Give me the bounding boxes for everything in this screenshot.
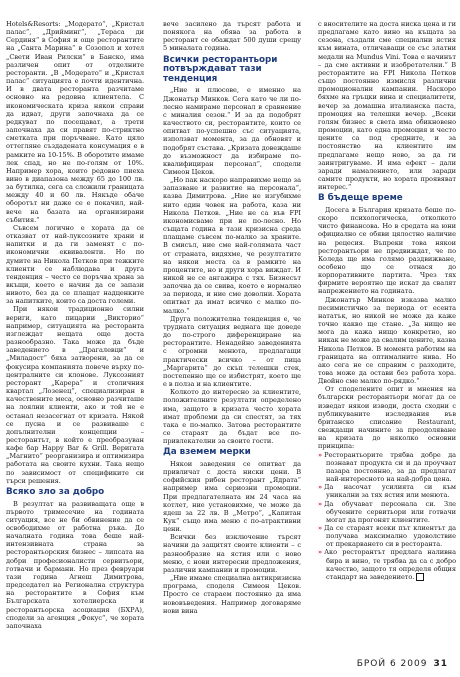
paragraph: Някои заведения се опитват да привличат с доста ниски цени. В софийския рибен ресторант „Ядрата“ например има сериозни промоции. При предлагателната им 24 часа на котлет, ние установихме, че може да ядеш за 22 лв. В „Метро“, „Капитан Кук“ също има меню с по-атрактивни цени. (163, 459, 301, 534)
page-number: 31 (433, 659, 448, 669)
paragraph: Всички без изключение търсят начини да защитят своите клиенти – с разнообразие на ястия или с ново меню, с нови интересни предложения, различни кампании и промоции. (163, 533, 301, 574)
page-footer (357, 659, 448, 669)
article-column-3 (318, 20, 456, 652)
list-item (318, 500, 456, 524)
list-item (318, 524, 456, 548)
end-of-article-icon (416, 573, 424, 581)
paragraph: От споделените опит и мнения на български ресторантьори могат да се изведат някои изводи, доста сходни с публикуваните изследвания във британско списание Restaurant, свеждащи начините за преодоляване на кризата до няколко основни принципа: (318, 385, 456, 451)
section-heading: Да вземем мерки (163, 447, 251, 458)
magazine-issue: БРОЙ 6 2009 (356, 659, 428, 669)
paragraph: „Но пак наскоро направихме нещо за запазване и развитие на персонала“, казва Димитрова. „Ние не изгубихме нито един човек на работа, каза ни Никола Петков. „Ние не са във FPI икономисваме при не по-лесно. Но същата година в тази кризисна среда плащаме съвсем по-малко за храните. В смисъл, ние сме най-голямата част от страната, видяхме, че резултатите на някои места са в рамките на процентите, но и други хора виждат. И никой не се ангажира с тях. Бизнесът започна да се свива, което е нормално за периода, и ние сме доволни. Хората опитват да имат всичко с малко по-малко.“ (163, 176, 301, 315)
paragraph: В резултат на развиващата още в първото тримесечие на годината ситуация, все не би обвинение да се освободихме от работна ръка. До началната година това беше най-интензивната страна за ресторантьорския бизнес – липсата на добри професионалисти сервитьори, готвачи и бармани. Но през февруари тази година Агнеш Димитрова, председател на Регионална структура на ресторантите в София към Българската хотелиерска и ресторантьорска асоциация (БХРА), сподели за агенция „Фокус“, че хората започнаха (6, 499, 144, 630)
list-item-text: Ако ресторантът предлага наливна бира и вино, те трябва да са с добро качество, защото тя определя общия стандарт на заведението. (324, 548, 456, 581)
bullet-arrow-icon: » (318, 548, 323, 557)
paragraph: Hotels&Resorts: „Модерато“, „Кристал палас“, „Дрийминг“, „Тераса ди Сердиня“ в София и още ресторантите на „Санта Марина“ в Созопол и хотел „Свети Иван Рилски“ в Банско, има различен опит от отделните ресторанти. „В „Модерато“ и „Кристал палас“ ситуацията е почти идентична. И в двата ресторанта разчитаме основно на редовна клиентела. С икономическата криза някои справи да идват, други започнаха да се редкуват по посещават, а трети започнаха да си правят по-стриктно сметката при поръчване. Като цяло оттегляне създадената консумация е в рамките на 10-15%. В оборотите имаме лек спад, но не по-голям от 10%. Например хора, които редовно пиеха вино в диапазона между 65 до 100 лв. за бутилка, сега са сложили границата между 40 и 60 лв. Някъде обаче оборотът ни даже се е покачил, най-вече на базата на организирани събития.“ (6, 20, 144, 224)
section-heading: В бъдеще време (318, 193, 403, 204)
list-item-text: Да се стараят всеки път клиентът да получава максимално удоволствие от прекарването си в ресторанта. (324, 523, 456, 549)
list-item (318, 451, 456, 484)
principles-list (318, 451, 456, 582)
paragraph: Досега в България кризата беше по-скоро психологическа, отколкото чисто финансова. Но в средата на юни официално се обяви цялостно наличие на рецесия. Въпреки това някои ресторантьори не предвиждат, че по Коледа ще има голямо раздвижване, особено що се отнася до корпоративните партита. Чрез тях фирмите вероятно ще искат да свалят напрежението на годината. (318, 205, 456, 296)
bullet-arrow-icon: » (318, 523, 323, 532)
paragraph: Колкото до интересно за клиентите, положителните резултати определено има, защото в кризата често хората имат проблеми да си спестят, за тях така е по-малко. Затова ресторантите се стараят да бъдат все по-привлекателни за своите гости. (163, 388, 301, 446)
article-column-2 (163, 20, 301, 652)
paragraph: „Ние имаме специална антикризисна програма, споделя Симеон Цеков. Просто се стараем постоянно да има нововъведения. Например договаряме нови вина (163, 574, 301, 615)
bullet-arrow-icon: » (318, 499, 323, 508)
paragraph: Джонатър Минков изказва малко песимистично за периода от есента нататък, но никой не може да каже точно какво ще стане. „За нищо не мога да кажа нищо конкретно, но никак не може да свалим цените, казва Никола Петков. В момента работим на границата на оптималните нива. Но ако сега не се справим с разходите, това може да остави без работа хора. Двойно сме малко по-рядко.“ (318, 295, 456, 386)
section-heading: Всички ресторантьори потвърждават тази тенденция (163, 54, 278, 84)
article-column-1 (6, 20, 144, 652)
bullet-arrow-icon: » (318, 450, 323, 459)
paragraph: Съвсем логично е хората да се отказват от най-луксозните храни и напитки и да ги заменят с по-икономични еквиваленти. Но по думите на Никола Петков при тежките клиенти се наблюдава и друга тенденция – често се поръчва храна за вкъщи, което е начин да се запази нивото, без да се плащат надценките за напитките, които са доста големи. (6, 223, 144, 306)
list-item-text: Ресторантьорите трябва добре да познават продукта си и да проучват пазара постоянно, за да предлагат най-интересното на най-добра цена. (324, 450, 456, 484)
paragraph: с вносителите на доста ниска цена и ги предлагаме като вино на къщата за сезона, създали сме специални ястия към вината, отличаващи се със златни медали на Mundus Vini. Това е начинът – да сме активни и изобретателни.“ В ресторантите на FPI Никола Петков също постоянно измисля различни промоционални кампании. Наскоро бяхме на гръцки вина и специалитети, вечер за домашна италианска паста, промоция на телешки вечер. „Всеки голям бизнес в света има обикновено промоции, като една промоция и често цените са под средните, и за постоянство на клиентите им предлагаме нещо ново, за да ги заинтригуваме. И има ефект – дали заради намалението, или заради самите продукти, но хората проявяват интерес.“ (318, 20, 456, 192)
paragraph: „Ние и плюсове, е именно на Джонатър Минков. Сега като че ли по-лесно намираме персонал в сравнение с миналия сезон.“ И за да подобрят качеството си, ресторантите, които се опитват по-успешно със ситуацията, използват момента, за да обновят и подобрят състава. „Кризата довеждаше до възможност да избираме по-квалифициран персонал“, сподели Симеон Цеков. (163, 86, 301, 176)
list-item-text: Да обучават персонала си. Зле обучените сервитьори или готвачи могат да прогонят клиентите. (324, 499, 456, 524)
list-item (318, 548, 456, 581)
list-item (318, 483, 456, 499)
section-heading: Всяко зло за добро (6, 486, 105, 497)
bullet-arrow-icon: » (318, 483, 323, 492)
list-item-text: Да насочат усилията си към уникални за тях ястия или менюта. (324, 483, 456, 500)
paragraph: Друга положителна тенденция е, че трудната ситуация веднага ще доведе до по-строго диференциране на ресторантите. Ненадейно заведенията с огромни менюта, предлагащи практически всичко – от пица „Маргарита“ до скъп телешки стек, постепенно ще се избистрят, което ще е в полза и на клиентите. (163, 314, 301, 389)
paragraph: При някои традиционно силни вериги, като пицарии „Викторио“ например, ситуацията на ресторанта изглеждат нещата още доста разнообразно. Така може да бъде заведението в „Драгалевци“ и „Миладост“ бяха затворени, за да се фокусира компанията повече върху по-централните си клонове. Луксозният ресторант „Карера“ и столичния квартал „Лозенец“, специализиран в качествените меса, основно разчиташе на лоялни клиенти, ако и той не е останал незасегнат от кризата. Някой се пусна и се развиваше с допълнителни концепции – ресторантът, в който е преобразуван кафе бар Нappy Bar & Grill. Веригата „Магнито“ реорганизира и оптимизира работата на своите кухни. Така нещо по зависимост от спецификите си търси решения. (6, 305, 144, 485)
paragraph: вече засилено да търсят работа и понякога на обява за работа в ресторант се обаждат 500 души срещу 5 миналата година. (163, 20, 301, 53)
